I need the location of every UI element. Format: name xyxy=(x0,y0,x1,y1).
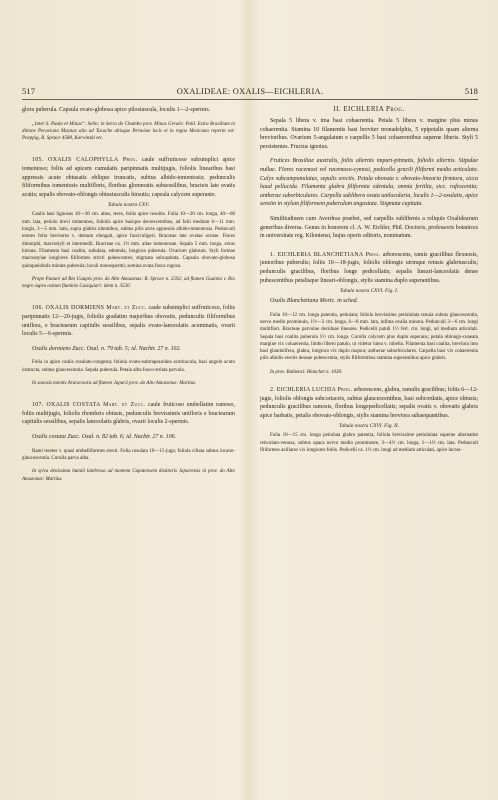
species-105-title: 105. OXALIS CALOPHYLLA Prog. xyxy=(32,157,138,164)
genus-note: Similitudinem cum Averrhoa praebet, sed carpellis sublibenis a reliquis Oxalidearum generibus diversa. Genus in honorem cl. A. W. Eichler, Phil. Doctoris, professoris botanices in universitate reg. Kiloniensi, hujus operis editoris, nominatum. xyxy=(260,215,478,240)
species-107-title: 107. OXALIS COSTATA Mart. et Zucc. xyxy=(32,402,146,409)
species-106-locality: In saxosis montis Araracoara ad flumen Japurá prov. do Alto Amazonas: Martius. xyxy=(32,380,197,386)
species-107-diagnosis: caule fruticoso umbellatim ramoso, foliis multijugis, foliolis rhombeis obtusis, pedunculis brevissimis unifloris e bractearum capitulis sessilibus, sepalis lanceolatis glabris, ovarii loculis 2-spermis. xyxy=(22,402,235,426)
species-105-diagnosis: caule suffruticoso subsimplici apice tomentoso; foliis ad apicem cumulatis paripinnatis multijugis, foliolis linearibus basi appressis acute obtusatis obliquo truncatis, subtus albido-tomentosis; pedunculis filiformibus tomentosis multifloris, floribus glomeratis subsessilibus, bracteis late ovatis acutis; sepalis obovato-oblongis obtusiusculis hirsutis; capsula calycem superante. xyxy=(22,157,235,198)
eichleria-1-title: 1. EICHLERIA BLANCHETIANA Prog. xyxy=(270,251,381,258)
species-105-plate: Tabula nostra CXV. xyxy=(107,202,150,209)
running-title: OXALIDEAE: OXALIS—EICHLERIA. xyxy=(176,87,324,96)
eichleria-1-locality: In prov. Bahiensi: Blanchet n. 1030. xyxy=(270,369,343,375)
left-column xyxy=(22,106,235,483)
species-106 xyxy=(22,304,235,338)
eichleria-2-title: 2. EICHLERIA LUCIDA Prog. xyxy=(270,387,353,394)
species-106-title: 106. OXALIS DORMIENS Mart. et Zucc. xyxy=(32,305,147,312)
eichleria-species-1 xyxy=(260,251,478,285)
species-107-description: Rami teretes v. quasi umbelliformes erecti. Folia rosulata 10—15-juga; foliola ciliata subtus incano-glaucescentia. Corolla parva alba. xyxy=(22,448,235,461)
species-106-description: Folia in apice caulis rosulato-congesta; foliola ovato-subtrapezoidea acutiuscula, basi angulo acuto instructa, subtus glaucescentia. Sepala puberula. Petala alba fusco-striata parvula. xyxy=(22,360,235,373)
eichleria-1-diagnosis: arborescens, ramis gracilibus flexuosis, junioribus puberulis; foliis 10—18-jugis, foliolis oblongis utrinque retusis glabriusculis; pedunculis gracilibus, floribus longe pedicellatis; sepalis lineari-lanceolatis dense pubescentibus petalisque lineari-oblongis, stylis stamina duplo superantibus. xyxy=(260,251,478,284)
eichleria-2-plate: Tabula nostra CXVI. Fig. II. xyxy=(339,423,399,430)
page-number-left: 517 xyxy=(22,87,36,96)
running-header xyxy=(22,87,478,96)
eichleria-1-description: Folia 10—12 cm. longa patentia, petiolata; foliola brevissime petiolulata tenuia subtus glaucescentia, nervo medio prominulo, 1½—2 cm. longa, 6—8 mm. lata, infima ovalia minora. Pedunculi 3—6 cm. longi multiflori. Bracteae parvulae deciduae lineares. Pedicelli patuli 1½ ferr. cm. longi, ad medium articulati. Sepala basi coalita puberula 1½ cm. longa. Corolla calycem plus duplo superans; petala oblongo-cuneata margine vix cohaerentia, limbo libero patulo, ut videtur lutea v. rubella. Filamenta basi coalita, breviora imo basi glanduliferа, glabra, longiora vix duplo majora; antherae suborbiculares. Carpella basi vix cohaerentia pilis albidis erectis densae pubescentia, stylis filiformibus stamina superantibus apice glabris. xyxy=(260,312,478,362)
species-107 xyxy=(22,401,235,427)
page-number-right: 518 xyxy=(464,87,478,96)
genus-title: II. EICHLERIA Prog. xyxy=(333,106,405,113)
eichleria-species-2 xyxy=(260,386,478,420)
right-column xyxy=(260,106,478,454)
species-106-citation: Oxalis dormiens Zucc. Oxal. n. 79 tab. 5; id. Nachtr. 27 n. 102. xyxy=(32,345,181,352)
genus-description: Frutices Brasiliae australis, foliis alternis impari-pinnatis, foliolis alternis. Stipulae nullae. Flores racemosi vel racemoso-cymosi, pedicello gracili filiformi medio articulato. Calyx subcampanulatus, sepalis erectis. Petala obovata v. obovato-linearia firmiora, sicca haud pellucida. Filamenta glabra filiformia edentula, omnia fertilia, sicc. rufescentia; antherae suborbiculares. Carpella sublibera ovata unilocularia, loculis 1—2-ovulatis, apice sensim in stylum filiformem puberulum angustata. Stigmata capitata. xyxy=(260,158,478,208)
eichleria-2-description: Folia 10—15 cm. longa petiolata glabra patentia; foliola brevissime petiolulata superne alternatim reticulato-venosa, subtus opaca nervo medio prominente, 3—4½ cm. longa, 1—1½ cm. lata. Pedunculi filiformes axillares vix longiores foliis. Pedicelli ca. 1½ cm. longi ad medium articulati, apice incras- xyxy=(260,433,478,454)
continued-description: glora puberula. Capsula ovato-globosa apice pilosiuscula, loculis 1—2-spermis. xyxy=(22,107,211,113)
eichleria-1-citation: Oxalis Blanchetiana Moric. in sched. xyxy=(270,298,359,305)
species-107-citation: Oxalis costata Zucc. Oxal. n. 82 tab. 6; id. Nachtr. 27 n. 106. xyxy=(32,434,176,441)
genus-diagnosis: Sepala 5 libera v. ima basi cohaerentia. Petala 5 libera v. margine plus minus cohaerentia. Stamina 10 filamentis basi breviter monadelphis, 5 epipetalis quam alterna brevioribus. Ovarium 5-angulatum e carpellis 5 basi cohaerentibus superne liberis. Styli 5 persistentes. Fructus ignotus. xyxy=(260,118,478,150)
locality-note: „Inter S. Paulo et Minas“: Sello; in Serra do Chumbo prov. Minas Geraës: Pohl. Extra Brasiliam in ditione Peruviana Maynas alto ad Tocache altisque Peruviae locis et in regno Mexicano reperta est: Poeppig, R. Spruce 4588, Karwinski etc. xyxy=(22,121,235,142)
species-106-diagnosis: caule subsimplici suffruticoso, foliis paripinnatis 12—20-jugis, foliolis gradatim majoribus obovatis, pedunculis filiformibus uniflora, e bractearum capitulis sessilibus, sepalis ovato-lanceolatis acuminatis, ovarii loculis 5—6-spermis. xyxy=(22,305,236,338)
species-107-locality: In sylva denissima humili latebrosa ad montem Cupatensem distinctis Japurensis in prov. do Alto Amazonas: Martius. xyxy=(22,469,235,482)
species-105-locality: Prope Panuré ad Rio Uaupés prov. do Alto Amazonas: R. Spruce n. 2592; ad flumen Guainia v. Rio negro supra ostium fluminis Casiquiari: idem n. 3530. xyxy=(22,276,235,290)
species-105 xyxy=(22,156,235,199)
species-105-description: Caulis basi lignosus 10—30 cm. altus, teres, foliis apice resultis. Folia 10—20 cm. longa, 40—60 mm. lata, petiolo brevi tomentoso, foliolis apice basique decrescentibus, ad folii medium 6—11 mm. longis, 3—5 mm. latis, supra glabris nitentibus, subtus pilis arcte appressis albido-tomentosis. Pedunculi teretes folio breviores v. demum elongati, apice fasciculigeri. Bracteae late ovatae acutae. Flores dimorphi, macrostyli et intermedii. Bracteae ca. 1½ mm. altae tomentosae. Sepala 5 mm. longa, extus hirsuta. Filamenta basi coalita, subulata, edentula, longiora puberula. Ovarium glabrum. Styli formae macrostylae longiores filiformes stricti pubescentes; stigmata subcapitata. Capsula obovato-globosa quinquelobula minute puberula; loculi monospermi; semina ovata fusca rugosa. xyxy=(22,212,235,269)
eichleria-2-diagnosis: arborescens, glabra, ramulis gracilibus; foliis 6—12-jugis, foliolis oblongis subcoriaceis, subtus glaucescentibus, basi subcordatis, apice obtusis; pedunculis gracilibus ramosis, floribus longepedicellatis; sepalis ovatis v. obovatis glabris apice barbatis, petalis obovato-oblongis, stylis stamina breviora subaequantibus. xyxy=(260,387,478,419)
header-rule xyxy=(22,99,478,100)
eichleria-1-plate: Tabula nostra CXVI. Fig. I. xyxy=(339,288,399,295)
